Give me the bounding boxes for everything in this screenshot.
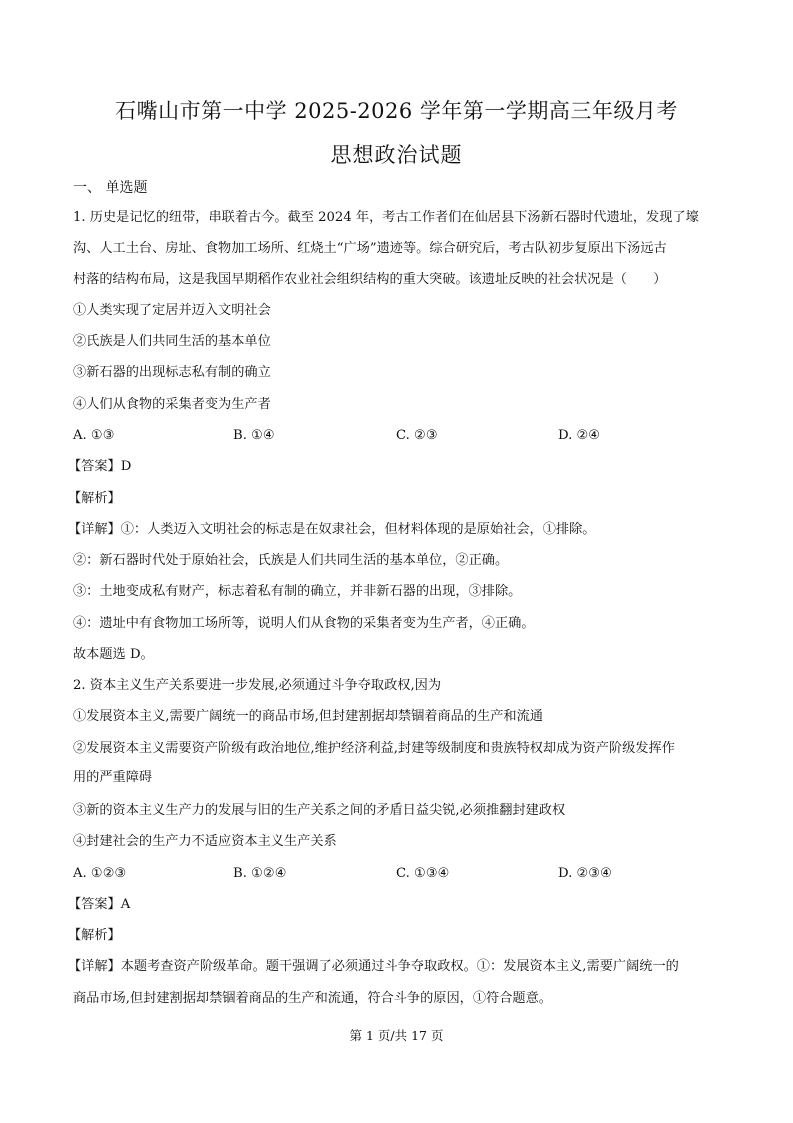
- q2-option-c: C. ①③④: [396, 866, 450, 881]
- q2-option-b: B. ①②④: [233, 866, 287, 881]
- q2-analysis-line: 【详解】本题考查资产阶级革命。题干强调了必须通过斗争夺取政权。①：发展资本主义,需要广阔统一的: [68, 959, 679, 974]
- q2-statement: ②发展资本主义需要资产阶级有政治地位,维护经济利益,封建等级制度和贵族特权却成为资产阶级发挥作: [73, 741, 675, 756]
- section-heading: 一、 单选题: [73, 180, 148, 196]
- q2-stem-line: 2. 资本主义生产关系要进一步发展,必须通过斗争夺取政权,因为: [73, 678, 442, 693]
- q1-stem-line: 1. 历史是记忆的纽带，串联着古今。截至 2024 年，考古工作者们在仙居县下汤新石器时代遗址，发现了壕: [73, 210, 699, 225]
- exam-subject: 思想政治试题: [330, 143, 463, 167]
- q1-analysis-line: ②：新石器时代处于原始社会，氏族是人们共同生活的基本单位，②正确。: [73, 553, 509, 568]
- q1-option-a: A. ①③: [73, 428, 115, 443]
- q1-analysis-line: ④：遗址中有食物加工场所等，说明人们从食物的采集者变为生产者，④正确。: [73, 616, 535, 631]
- q1-statement: ①人类实现了定居并迈入文明社会: [73, 303, 271, 318]
- exam-title: 石嘴山市第一中学 2025-2026 学年第一学期高三年级月考: [115, 99, 678, 123]
- q2-statement: ④封建社会的生产力不适应资本主义生产关系: [73, 834, 337, 849]
- page-number: 第 1 页/共 17 页: [349, 1028, 444, 1043]
- q1-option-b: B. ①④: [233, 428, 275, 443]
- q2-answer: 【答案】A: [68, 897, 131, 912]
- q1-statement: ③新石器的出现标志私有制的确立: [73, 365, 271, 380]
- q1-conclusion: 故本题选 D。: [73, 647, 154, 662]
- q2-analysis-line: 商品市场,但封建割据却禁锢着商品的生产和流通，符合斗争的原因，①符合题意。: [73, 991, 552, 1006]
- q2-statement: ①发展资本主义,需要广阔统一的商品市场,但封建割据却禁锢着商品的生产和流通: [73, 709, 543, 724]
- q2-analysis-label: 【解析】: [68, 928, 121, 943]
- q1-option-c: C. ②③: [396, 428, 438, 443]
- q1-option-d: D. ②④: [558, 428, 601, 443]
- q1-stem-line: 沟、人工土台、房址、食物加工场所、红烧土“广场”遗迹等。综合研究后，考古队初步复原出下汤远古: [73, 241, 667, 256]
- q2-option-d: D. ②③④: [558, 866, 612, 881]
- q2-statement: 用的严重障碍: [73, 770, 153, 785]
- q1-statement: ④人们从食物的采集者变为生产者: [73, 397, 271, 412]
- q2-statement: ③新的资本主义生产力的发展与旧的生产关系之间的矛盾日益尖锐,必须推翻封建政权: [73, 803, 566, 818]
- q2-option-a: A. ①②③: [73, 866, 127, 881]
- q1-statement: ②氏族是人们共同生活的基本单位: [73, 334, 271, 349]
- q1-analysis-line: ③：土地变成私有财产，标志着私有制的确立，并非新石器的出现，③排除。: [73, 584, 522, 599]
- q1-analysis-line: 【详解】①：人类迈入文明社会的标志是在奴隶社会，但材料体现的是原始社会，①排除。: [68, 522, 596, 537]
- q1-analysis-label: 【解析】: [68, 491, 121, 506]
- q1-answer: 【答案】D: [68, 459, 132, 474]
- q1-stem-line: 村落的结构布局，这是我国早期稻作农业社会组织结构的重大突破。该遗址反映的社会状况是（ ）: [73, 272, 667, 287]
